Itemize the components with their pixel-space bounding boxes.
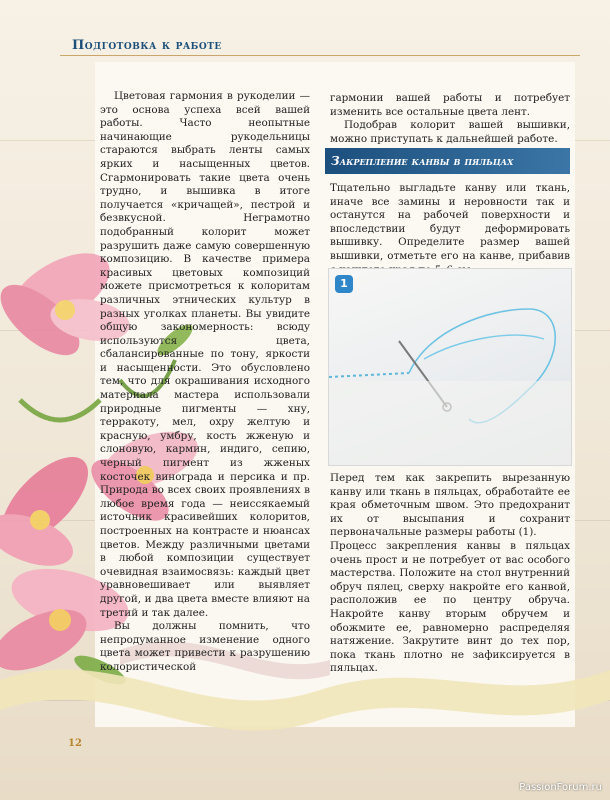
page-header bbox=[60, 38, 580, 56]
overcast-stitch-illustration bbox=[329, 269, 571, 465]
paragraph: Цветовая гармония в рукоделии — это основа успеха всей вашей работы. Часто неопытные начинающие рукодельницы стараются выбрать ленты самых ярких и насыщенных цветов. Сгармонировать такие цвета очень трудно, и вышивка в итоге получается «кричащей», пестрой и безвкусной. Неграмотно подобранный колорит может разрушить даже самую совершенную композицию. В качестве примера красивых цветовых композиций можете присмотреться к колоритам различных этнических культур в разных уголках планеты. Вы увидите общую закономерность: всюду используются цвета, сбалансированные по тону, яркости и насыщенности. Это обусловлено тем, что для окрашивания исходного материала мастера использовали природные пигменты — хну, терракоту, мел, охру желтую и красную, умбру, кость жженую и слоновую, кармин, индиго, сепию, черный пигмент из жженых косточек винограда и персика и пр. Природа во всех своих проявлениях в любое время года — неиссякаемый источник красивейших колоритов, построенных на контрасте и нюансах цветов. Между различными цветами в любой композиции существует очевидная взаимосвязь: каждый цвет уравновешивает или выявляет другой, и два цвета вместе влияют на третий и так далее. bbox=[100, 90, 310, 619]
section-title: Подготовка к работе bbox=[72, 38, 222, 53]
section-heading-band bbox=[325, 148, 570, 174]
step-number-badge: 1 bbox=[335, 275, 353, 293]
page-number: 12 bbox=[68, 738, 82, 749]
paragraph: Тщательно выгладьте канву или ткань, иначе все замины и неровности так и останутся на рабочей поверхности и впоследствии будут деформировать вышивку. Определите размер вашей вышивки, отметьте его на канве, прибавив bbox=[330, 182, 570, 262]
paragraph: Подобрав колорит вашей вышивки, можно приступать к дальнейшей работе. bbox=[330, 119, 570, 145]
watermark: PassionForum.ru bbox=[519, 782, 602, 793]
column-right-top bbox=[330, 92, 570, 146]
section-heading: Закрепление канвы в пяльцах bbox=[331, 154, 514, 168]
column-left bbox=[100, 90, 310, 675]
paragraph: Вы должны помнить, что непродуманное изменение одного цвета может привести к разрушению колористической bbox=[100, 620, 310, 673]
column-right-bottom bbox=[330, 472, 570, 676]
step-photo-canvas-edge bbox=[328, 268, 572, 466]
header-divider bbox=[60, 55, 580, 56]
paragraph: гармонии вашей работы и потребует изменить все остальные цвета лент. bbox=[330, 92, 570, 118]
paragraph: Перед тем как закрепить вырезанную канву или ткань в пяльцах, обработайте ее края обметочным швом. Это предохранит их от высыпания и сохранит первоначальные размеры работы (1). bbox=[330, 472, 570, 539]
paragraph: Процесс закрепления канвы в пяльцах очень прост и не потребует от вас особого мастерства. Положите на стол внутренний обруч пялец, сверху накройте его канвой, расположив ее по центру обруча. Накройте канву вторым обручем и обожмите ее, равномерно распределяя натяжение. Закрутите винт до тех пор, пока ткань плотно не зафиксируется в пяльцах. bbox=[330, 539, 570, 675]
section-intro bbox=[330, 182, 570, 277]
